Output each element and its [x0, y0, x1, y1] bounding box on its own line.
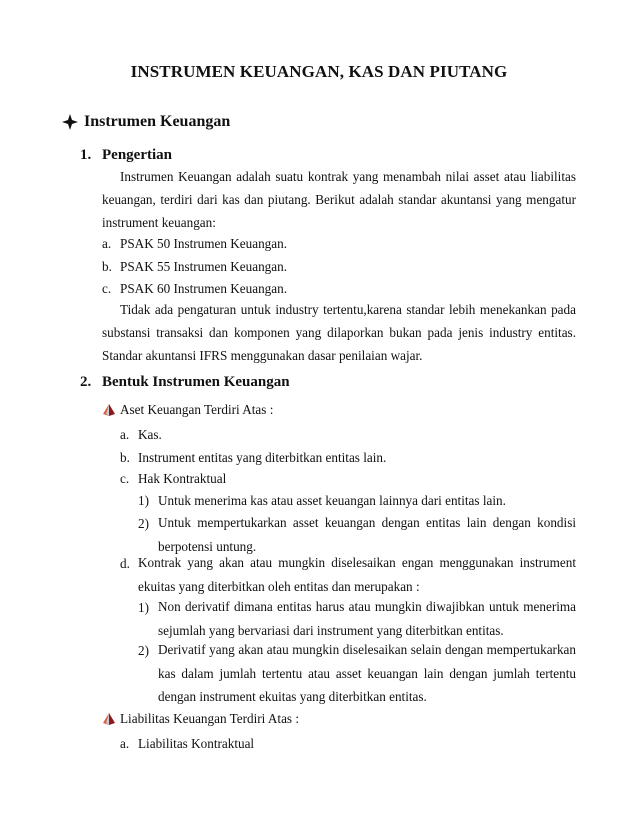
list-marker: d. — [120, 556, 130, 571]
list-text: Liabilitas Kontraktual — [138, 736, 255, 751]
pyramid-bullet-icon — [103, 713, 115, 725]
aset-heading: Aset Keuangan Terdiri Atas : — [120, 402, 274, 417]
list-marker: a. — [120, 736, 130, 751]
list-marker: 1) — [138, 493, 149, 508]
list-text: Derivatif yang akan atau mungkin diselesaikan selain dengan mempertukarkan kas dalam jumlah tertentu atau asset keuangan lain dengan jumlah tertentu dengan instrument ekuitas yang diterbitkan entitas. — [158, 642, 576, 704]
liabilitas-heading: Liabilitas Keuangan Terdiri Atas : — [120, 711, 300, 726]
list-marker: 2) — [138, 516, 149, 531]
list-marker: c. — [120, 471, 130, 486]
list-text: Kontrak yang akan atau mungkin diselesaikan engan menggunakan instrument ekuitas yang diterbitkan oleh entitas dan merupakan : — [138, 555, 576, 594]
subsection-heading-bentuk — [80, 374, 290, 391]
list-marker: 1) — [138, 600, 149, 615]
subsection-heading-text: Bentuk Instrumen Keuangan — [102, 374, 290, 390]
list-text: PSAK 55 Instrumen Keuangan. — [120, 259, 288, 274]
pengertian-intro-paragraph: Instrumen Keuangan adalah suatu kontrak yang menambah nilai asset atau liabilitas keuangan, terdiri dari kas dan piutang. Berikut adalah standar akuntansi yang mengatur instrument keuangan: — [102, 169, 576, 230]
list-marker: 2) — [138, 643, 149, 658]
document-title: INSTRUMEN KEUANGAN, KAS DAN PIUTANG — [130, 62, 508, 81]
list-text: Non derivatif dimana entitas harus atau mungkin diwajibkan untuk menerima sejumlah yang bervariasi dari instrument yang diterbitkan entitas. — [158, 599, 576, 638]
list-text: Instrument entitas yang diterbitkan entitas lain. — [138, 450, 387, 465]
pyramid-bullet-icon — [103, 404, 115, 416]
subsection-number: 2. — [80, 374, 92, 390]
subsection-number: 1. — [80, 147, 92, 163]
list-text: Kas. — [138, 427, 162, 442]
list-marker: b. — [120, 450, 130, 465]
list-text: PSAK 60 Instrumen Keuangan. — [120, 281, 288, 296]
list-marker: c. — [102, 281, 112, 296]
list-text: Hak Kontraktual — [138, 471, 227, 486]
list-marker: b. — [102, 259, 112, 274]
list-text: Untuk mempertukarkan asset keuangan dengan entitas lain dengan kondisi berpotensi untung. — [158, 515, 576, 554]
list-text: PSAK 50 Instrumen Keuangan. — [120, 236, 288, 251]
section-heading — [62, 113, 230, 131]
list-marker: a. — [102, 236, 112, 251]
pengertian-closing-paragraph: Tidak ada pengaturan untuk industry tertentu,karena standar lebih menekankan pada substansi transaksi dan komponen yang dilaporkan bukan pada jenis industry entitas. Standar akuntansi IFRS menggunakan dasar penilaian wajar. — [102, 302, 576, 363]
section-heading-text: Instrumen Keuangan — [84, 113, 231, 130]
subsection-heading-text: Pengertian — [102, 147, 172, 163]
list-marker: a. — [120, 427, 130, 442]
diamond-bullet-icon — [62, 114, 78, 130]
list-text: Untuk menerima kas atau asset keuangan lainnya dari entitas lain. — [158, 493, 506, 508]
subsection-heading-pengertian — [80, 147, 172, 164]
